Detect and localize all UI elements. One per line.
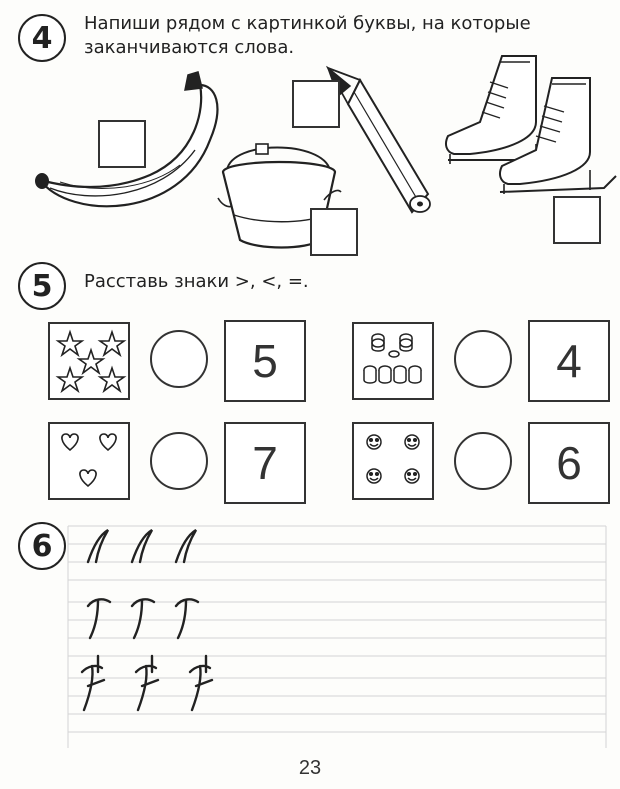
instruction-line: Напиши рядом с картинкой буквы, на которые xyxy=(84,13,531,34)
picture-card-faces xyxy=(352,422,434,500)
comparison-circle[interactable] xyxy=(150,432,208,490)
star-icon xyxy=(58,368,82,391)
digit-card: 5 xyxy=(224,320,306,402)
hearts-group xyxy=(50,424,128,498)
coin-icon xyxy=(400,334,412,351)
comparison-circle[interactable] xyxy=(150,330,208,388)
answer-box-banana[interactable] xyxy=(98,120,146,168)
writing-stroke xyxy=(88,599,198,638)
heart-icon xyxy=(100,434,116,450)
digit-card: 6 xyxy=(528,422,610,504)
coins-group xyxy=(354,324,432,398)
task-instruction: Расставь знаки >, <, =. xyxy=(84,271,309,292)
face-icon xyxy=(405,435,419,449)
handwriting-practice-area[interactable] xyxy=(68,522,606,748)
writing-stroke xyxy=(88,530,196,562)
coin-icon xyxy=(409,366,421,383)
page-number: 23 xyxy=(298,757,322,779)
task-number-badge xyxy=(18,262,66,310)
task-number: 5 xyxy=(31,268,53,304)
coin-icon xyxy=(372,334,384,351)
face-icon xyxy=(405,469,419,483)
star-icon xyxy=(100,332,124,355)
digit-card: 7 xyxy=(224,422,306,504)
instruction-line: заканчиваются слова. xyxy=(84,37,295,58)
heart-icon xyxy=(80,470,96,486)
star-icon xyxy=(79,350,103,373)
picture-card-coins xyxy=(352,322,434,400)
comparison-circle[interactable] xyxy=(454,432,512,490)
stars-group xyxy=(50,324,128,398)
task-number: 6 xyxy=(31,528,53,564)
coin-icon xyxy=(394,366,406,383)
task-number: 4 xyxy=(31,20,53,56)
picture-card-hearts xyxy=(48,422,130,500)
faces-group xyxy=(354,424,432,498)
task-number-badge xyxy=(18,522,66,570)
star-icon xyxy=(100,368,124,391)
heart-icon xyxy=(62,434,78,450)
star-icon xyxy=(58,332,82,355)
coin-icon xyxy=(389,351,399,357)
answer-box-skates[interactable] xyxy=(553,196,601,244)
answer-box-pencil[interactable] xyxy=(292,80,340,128)
writing-stroke xyxy=(82,656,212,710)
coin-icon xyxy=(379,366,391,383)
face-icon xyxy=(367,435,381,449)
picture-card-stars xyxy=(48,322,130,400)
digit-card: 4 xyxy=(528,320,610,402)
comparison-circle[interactable] xyxy=(454,330,512,388)
face-icon xyxy=(367,469,381,483)
task-number-badge xyxy=(18,14,66,62)
coin-icon xyxy=(364,366,376,383)
